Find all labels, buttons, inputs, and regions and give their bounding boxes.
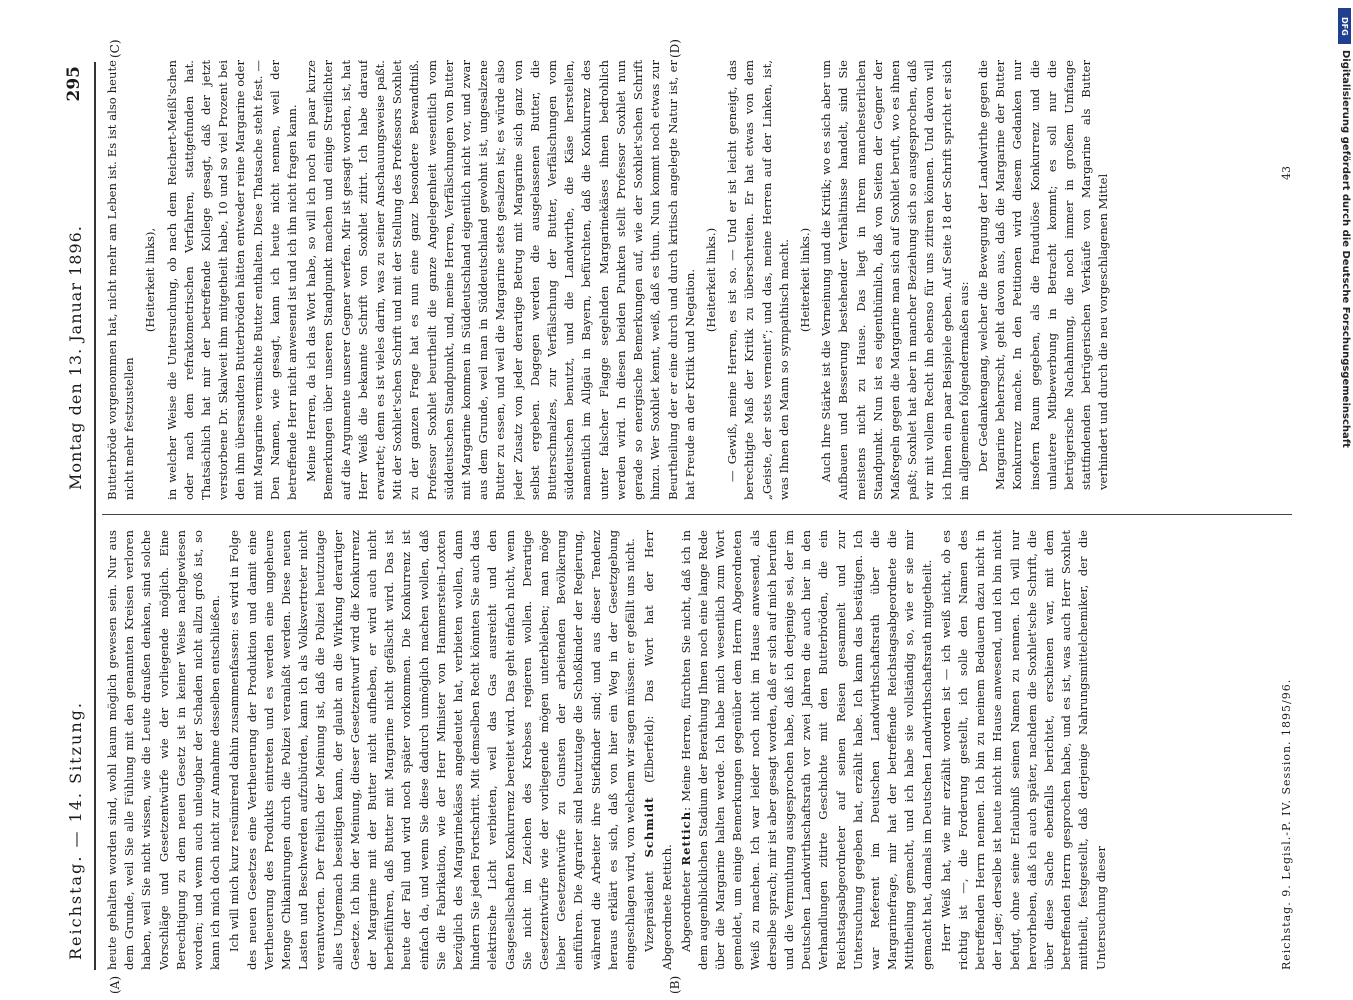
interjection: (Heiterkeit links), <box>143 227 158 333</box>
speaker-role: Vizepräsident <box>642 871 657 952</box>
paragraph: in welcher Weise die Untersuchung, ob nach dem Reichert-Meißl'schen oder nach dem refraktometrischen Verfahren, stattgefunden hat. Thatsächlich hat mir der betreffende Kollege gesagt, daß der jetzt verstorbene Dr. Skalweit ihm mitgetheilt habe, 10 und so viel Prozent bei den ihm übersandten Butterbröden hätten entweder reine Margarine oder mit Margarine vermischte Butter enthalten. Diese Thatsache steht fest. — Den Namen, wie gesagt, kann ich heute nicht nennen, weil der betreffende Herr nicht anwesend ist und ich ihn nicht fragen kann. <box>164 60 300 500</box>
speaker-name: Rettich <box>678 810 693 866</box>
paragraph: — Gewiß, meine Herren, es ist so. — Und er ist leicht geneigt, das berechtigte Maß der Kritik zu überschreiten. Er hat etwas von dem „Geiste, der stets verneint“; und das, meine Herren auf der Linken, ist, was Ihnen den Mann so sympathisch macht. <box>725 60 791 500</box>
margin-marker-a: (A) <box>108 975 122 994</box>
interjection: (Heiterkeit links.) <box>797 227 812 333</box>
footer-signature: 43 <box>1280 166 1293 180</box>
paragraph: Meine Herren, da ich das Wort habe, so will ich noch ein paar kurze Bemerkungen über unseren Standpunkt machen und einige Streiflichter auf die Argumente unserer Gegner werfen. Mir ist gesagt worden, ist, hat Herr Weiß die bekannte Schrift von Soxhlet zitirt. Ich habe darauf erwartet; denn es ist vieles darin, was zu seiner Anschauungsweise paßt. Mit der Soxhlet'schen Schrift und mit der Stellung des Professors Soxhlet zu der ganzen Frage hat es nun eine ganz besondere Bewandtniß. Professor Soxhlet beurtheilt die ganze Angelegenheit wesentlich vom süddeutschen Standpunkt, und, meine Herren, Verfälschungen von Butter mit Margarine kommen in Süddeutschland eigentlich nicht vor, und zwar aus dem Grunde, weil man in Süddeutschland gewohnt ist, ungesalzene Butter zu essen, und weil die Margarine stets gesalzen ist; es würde also jeder Zusatz von jeder derartige Betrug mit Margarine sich ganz von selbst ergeben. Dagegen werden die ausgelassenen Butter, die Butterschmalzes, zur Verfälschung der Butter, Verfälschungen vom süddeutschen benutzt, und die Landwirthe, die Käse herstellen, namentlich im Allgäu in Bayern, befürchten, daß die Konkurrenz des unter falscher Flagge segelnden Margarinekäses ihnen bedrohlich werden wird. In diesen beiden Punkten stellt Professor Soxhlet nun gerade so energische Bemerkungen auf, wie der Soxhlet'schen Schrift hinzu. Wer Soxhlet kennt, weiß, daß es thun. Nun kommt noch etwas zur Beurtheilung der er eine durch und durch kritisch angelegte Natur ist, er hat Freude an der Kritik und Negation. <box>304 60 697 500</box>
speaker-paragraph <box>678 530 936 970</box>
interjection: (Heiterkeit links.) <box>703 227 718 333</box>
speaker-role: Abgeordneter <box>678 870 693 952</box>
right-column <box>104 60 1294 500</box>
speaker-line <box>641 530 675 970</box>
paragraph: Herr Weiß hat, wie mir erzählt worden ist — ich weiß nicht, ob es richtig ist —, die Forderung gestellt, ich solle den Namen des betreffenden Herrn nennen. Ich bin zu meinem Bedauern dazu nicht in der Lage; derselbe ist heute nicht im Hause anwesend, und ich bin nicht befugt, ohne seine Erlaubniß seinen Namen zu nennen. Ich will nur hervorheben, daß ich auch später, nachdem die Soxhlet'sche Schrift, die über diese Sache ebenfalls berichtet, erschienen war, mit dem betreffenden Herrn gesprochen habe, und es ist, was auch Herr Soxhlet mittheilt, festgestellt, daß derjenige Nahrungsmittelchemiker, der die Untersuchung dieser <box>938 530 1108 970</box>
speech-text: : Meine Herren, fürchten Sie nicht, daß ich in dem augenblicklichen Stadium der Berathung Ihnen noch eine lange Rede über die Margarine halten werde. Ich habe mich wesentlich zum Wort gemeldet, um einige Bemerkungen gegenüber dem Herrn Abgeordneten Weiß zu machen. Ich war leider noch nicht im Hause anwesend, als derselbe sprach; mir ist aber gesagt worden, daß er sich auf mich berufen und die Vermuthung ausgesprochen habe, daß ich derjenige sei, der im Deutschen Landwirthschaftsrath vor zwei Jahren die auch hier in den Verhandlungen zitirte Geschichte mit den Butterbröden, die ein Reichstagsabgeordneter auf seinen Reisen gesammelt und zur Untersuchung gegeben hat, erzählt habe. Ich kann das bestätigen. Ich war Referent im Deutschen Landwirthschaftsrath über die Margarinefrage, mir hat der betreffende Reichstagsabgeordnete die Mittheilung gemacht, und ich habe sie vollständig so, wie er sie mir gemacht hat, damals im Deutschen Landwirthschaftsrath mitgetheilt. <box>678 530 934 970</box>
block-quote: Der Gedankengang, welcher die Bewegung der Landwirthe gegen die Margarine beherrscht, geht davon aus, daß die Margarine der Butter Konkurrenz mache. In den Petitionen wird diesem Gedanken nur insofern Raum gegeben, als die fraudulöse Konkurrenz und die unlautere Mitbewerbung in Betracht kommt; es soll nur die betrügerische Nachahmung, die noch immer in großem Umfange stattfindenden betrügerischen Verkäufe von Margarine als Butter verhindert und durch die neu vorgeschlagenen Mittel <box>975 60 1111 490</box>
funding-note: Digitalisierung gefördert durch die Deutsche Forschungsgemeinschaft <box>1340 50 1351 448</box>
header-date: Montag den 13. Januar 1896. <box>66 225 85 490</box>
side-strip <box>1338 8 1352 998</box>
paragraph: Ich will mich kurz resümirend dahin zusammenfassen: es wird in Folge des neuen Gesetzes eine Vertheuerung der Produktion und damit eine Vertheuerung des Produkts eintreten und es werden eine ungeheure Menge Chikanirungen durch die Polizei veranlaßt werden. Diese neuen Lasten und Beschwerden aufzubürden, kann ich als Volksvertreter nicht verantworten. Der freilich der Meinung ist, daß die Polizei heutzutage alles Ungemach beseitigen kann, der glaubt an die Wirkung derartiger Gesetze. Ich bin der Meinung, dieser Gesetzentwurf wird die Konkurrenz der Margarine mit der Butter nicht aufheben, er wird auch nicht herbeiführen, daß Butter mit Margarine nicht gefälscht wird. Das ist heute der Fall und wird noch später vorkommen. Die Konkurrenz ist einfach da, und wenn Sie diese dadurch unmöglich machen wollen, daß Sie die Fabrikation, wie der Herr Minister von Hammerstein-Loxten bezüglich des Margarinekäses angedeutet hat, verbieten wollen, dann hindern Sie jeden Fortschritt. Mit demselben Recht könnten Sie auch das elektrische Licht verbieten, weil das Gas ausreicht und den Gasgesellschaften Konkurrenz bereitet wird. Das geht einfach nicht, wenn Sie nicht im Zeichen des Krebses regieren wollen. Derartige Gesetzentwürfe wie der vorliegende mögen unterbleiben; man möge lieber Gesetzentwürfe zu Gunsten der arbeitenden Bevölkerung einführen. Die Agrarier sind heutzutage die Schoßkinder der Regierung, während die Arbeiter ihre Stiefkinder sind; und aus dieser Tendenz heraus erklärt es sich, daß von hier ein Weg in der Gesetzgebung eingeschlagen wird, von welchem wir sagen müssen: er gefällt uns nicht. <box>227 530 638 970</box>
page-number: 295 <box>64 66 84 102</box>
dfg-logo: DFG <box>1338 8 1351 44</box>
paragraph: Auch Ihre Stärke ist die Verneinung und die Kritik; wo es sich aber um Aufbauen und Besserung bestehender Verhältnisse handelt, sind Sie meistens nicht zu Hause. Das liegt in Ihrem manchesterlichen Standpunkt. Nun ist es eigenthümlich, daß von Seiten der Gegner der Maßregeln gegen die Margarine man sich auf Soxhlet beruft, wo es ihnen paßt; Soxhlet hat aber in mancher Beziehung sich so ausgesprochen, daß wir mit vollem Recht ihn ebenso für uns zitiren können. Und davon will ich Ihnen ein paar Beispiele geben. Auf Seite 18 der Schrift spricht er sich im allgemeinen folgendermaßen aus: <box>819 60 971 500</box>
speaker-text: (Elberfeld): Das Wort hat der Herr Abgeordnete Rettich. <box>642 530 674 970</box>
document-page <box>58 39 1308 994</box>
paragraph: heute gehalten worden sind, wohl kaum möglich gewesen sein. Nur aus dem Grunde, weil Sie alle Fühlung mit den genannten Kreisen verloren haben, weil Sie nicht wissen, wie die Leute draußen denken, sind solche Vorschläge und Gesetzentwürfe wie der vorliegende möglich. Eine Berechtigung zu dem neuen Gesetz ist in keiner Weise nachgewiesen worden; und wenn auch unleugbar der Schaden nicht allzu groß ist, so kann ich mich doch nicht zur Annahme desselben entschließen. <box>105 530 223 970</box>
column-divider <box>102 514 1292 515</box>
margin-marker-c: (C) <box>108 39 122 58</box>
margin-marker-d: (D) <box>668 39 682 58</box>
header-title: Reichstag. — 14. Sitzung. <box>66 701 85 960</box>
page-header <box>58 62 98 970</box>
speaker-name: Schmidt <box>642 796 657 858</box>
footer-session: Reichstag. 9. Legisl.-P. IV. Session. 1895/96. <box>1280 678 1293 970</box>
header-rule <box>94 62 96 970</box>
margin-marker-b: (B) <box>668 975 682 994</box>
paragraph: Butterbröde vorgenommen hat, nicht mehr am Leben ist. Es ist also heute nicht mehr festzustellen <box>105 60 137 500</box>
left-column <box>104 530 1294 970</box>
